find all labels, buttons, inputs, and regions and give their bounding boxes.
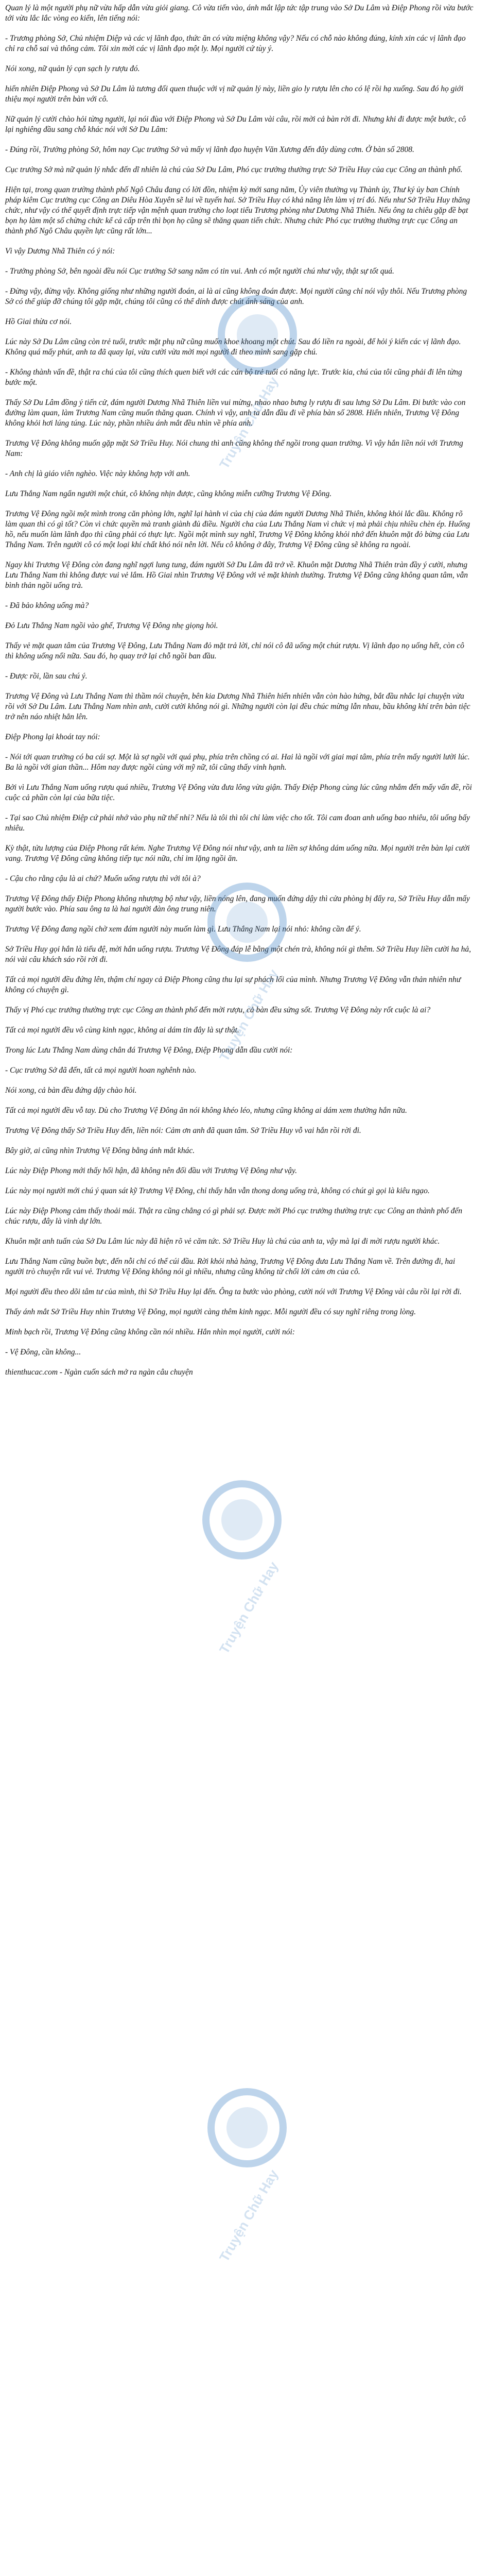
story-paragraph: Trong lúc Lưu Thắng Nam dùng chân đá Trương Vệ Đông, Điệp Phong dẫn đầu cười nói: bbox=[5, 1046, 293, 1055]
watermark-logo bbox=[0, 1453, 489, 1587]
story-paragraph: Hiện tại, trong quan trường thành phố Ngô Châu đang có lời đồn, nhiệm kỳ mới sang năm, Ủy viên thường vụ Thành ủy, Thư ký ủy ban Chính pháp kiêm Cục trưởng cục Công an Diêu Hòa Xuyên sẽ lui về tuyến hai. Sở Triều Huy có khả năng lên làm vị trí đó. Nếu như Sở Triều Huy thăng chức, như vậy có thể quyết định trực tiếp vận mệnh quan trường cho loạt tiểu Trương phòng như Dương Nhã Thiên. Nếu ông ta chiêu gặp đề bạt bọn họ làm một số chừng chức kể cả cấp trên thì bọn họ cũng sẽ thăng quan tiến chức. Nhưng chức Phó cục trưởng thường trực cục Công an thành phố Ngô Châu quyền lực cũng rất lớn... bbox=[5, 185, 470, 235]
watermark-text: Truyện Chữ Hay bbox=[216, 2167, 282, 2264]
story-paragraph: Thấy vị Phó cục trưởng thường trực cục Công an thành phố đến mời rượu, cả bàn đều sửng sốt. Trương Vệ Đông này rốt cuộc là ai? bbox=[5, 1006, 431, 1014]
story-paragraph: Lúc này Sở Du Lâm cũng còn trẻ tuổi, trước mặt phụ nữ cũng muốn khoe khoang một chút. Sau đó liền ra ngoài, để hỏi ý kiến các vị lãnh đạo. Không quá mấy phút, anh ta đã quay lại, vừa cười vừa mời mọi người đi theo mình sang gặp chú. bbox=[5, 337, 461, 357]
story-paragraph: Minh bạch rồi, Trương Vệ Đông cũng không cần nói nhiều. Hắn nhìn mọi người, cười nói: bbox=[5, 1328, 295, 1336]
watermark-text: Truyện Chữ Hay bbox=[216, 967, 282, 1064]
story-paragraph: Đỏ Lưu Thắng Nam ngồi vào ghế, Trương Vệ Đông nhẹ giọng hỏi. bbox=[5, 621, 218, 630]
story-paragraph: Khuôn mặt anh tuấn của Sở Du Lâm lúc này đã hiện rõ vẻ căm tức. Sở Triều Huy là chú của anh ta, vậy mà lại đi mời rượu người khác. bbox=[5, 1237, 440, 1246]
story-paragraph: Bây giờ, ai cũng nhìn Trương Vệ Đông bằng ánh mắt khác. bbox=[5, 1146, 195, 1155]
story-paragraph: Điệp Phong lại khoát tay nói: bbox=[5, 733, 100, 741]
story-paragraph: - Vệ Đông, cần không... bbox=[5, 1348, 81, 1357]
story-paragraph: Trương Vệ Đông và Lưu Thắng Nam thì thầm nói chuyện, bên kia Dương Nhã Thiên hiển nhiên vẫn còn hào hứng, bắt đầu nhắc lại chuyện vừa rồi với Sở Du Lâm. Lưu Thắng Nam nhìn anh, cười cười không nói gì. Những người còn lại đều chúc mừng lẫn nhau, bầu không khí trên bàn tiệc trở nên náo nhiệt hẳn lên. bbox=[5, 692, 470, 721]
story-paragraph: Lưu Thắng Nam ngẩn người một chút, cô không nhịn được, cũng không miễn cưỡng Trương Vệ Đông. bbox=[5, 489, 332, 498]
story-paragraph: Tất cả mọi người đều vô cùng kinh ngạc, không ai dám tin đây là sự thật. bbox=[5, 1026, 239, 1035]
story-paragraph: Lúc này Điệp Phong mới thấy hối hận, đã không nên đối đầu với Trương Vệ Đông như vậy. bbox=[5, 1166, 297, 1175]
watermark-text: Truyện Chữ Hay bbox=[216, 374, 282, 471]
story-paragraph: - Được rồi, lần sau chú ý. bbox=[5, 672, 88, 681]
story-paragraph: hiển nhiên Điệp Phong và Sở Du Lâm là tương đối quen thuộc với vị nữ quản lý này, liền gio ly rượu lên cho có lệ rồi hạ xuống. Sau đó họ giới thiệu mọi người trên bàn với cô. bbox=[5, 84, 464, 104]
site-footer: thienthucac.com - Ngàn cuốn sách mở ra ngàn câu chuyện bbox=[5, 1368, 193, 1377]
story-paragraph: Nói xong, cả bàn đều đứng dậy chào hỏi. bbox=[5, 1086, 137, 1095]
story-paragraph: - Đừng vậy, đừng vậy. Không giống như những người đoán, ai là ai cũng không đoán được. Mọi người cũng chỉ nói vậy thôi. Nếu Trương phòng Sở có thể giúp đỡ chúng tôi gặp mặt, chúng tôi cũng có thể dính được chút ánh sáng của anh. bbox=[5, 287, 467, 306]
story-paragraph: - Nói tới quan trường có ba cái sợ. Một là sợ ngồi với quá phụ, phía trên chồng có ai. Hai là ngồi với giai mại tâm, phía trên mấy người lười lúc. Ba là ngồi với gian thần... Hôm nay được ngồi cùng với mỹ nữ, tôi cũng thấy vinh hạnh. bbox=[5, 753, 470, 772]
story-paragraph: Quan lý là một người phụ nữ vừa hấp dẫn vừa giỏi giang. Cô vừa tiến vào, ánh mắt lập tức tập trung vào Sở Du Lâm và Điệp Phong rồi vừa bước tới vừa lắc lắc vòng eo kiến, lên tiếng nói: bbox=[5, 4, 474, 23]
story-paragraph: - Tại sao Chủ nhiệm Điệp cứ phải nhớ vào phụ nữ thế nhỉ? Nếu là tôi thì tôi chỉ làm việc cho tốt. Tôi cam đoan anh uống bao nhiêu, tôi uống bấy nhiêu. bbox=[5, 814, 470, 833]
story-paragraph: Trương Vệ Đông thấy Điệp Phong không nhượng bộ như vậy, liền nóng lên, đang muốn đứng dậy thì cửa phòng bị đẩy ra, Sở Triều Huy dẫn mấy người bước vào. Phía sau ông ta là hai người đàn ông trung niên. bbox=[5, 894, 470, 913]
story-paragraph: - Không thành vấn đề, thật ra chú của tôi cũng thích quen biết với các cán bộ trẻ tuổi có năng lực. Trước kia, chú của tôi cũng phải đi lên từng bước một. bbox=[5, 368, 462, 387]
story-paragraph: Trương Vệ Đông đang ngồi chờ xem đám người này muốn làm gì. Lưu Thắng Nam lại nói nhỏ: không cần để ý. bbox=[5, 925, 361, 934]
story-paragraph: - Đã bảo không uống mà? bbox=[5, 601, 89, 610]
story-paragraph: Nữ quản lý cười chào hỏi từng người, lại nói đùa với Điệp Phong và Sở Du Lâm vài câu, rồi mời cả bàn rời đi. Nhưng khi đi được một bước, cô lại nghiêng đầu sang chỗ khác nói với Sở Du Lâm: bbox=[5, 115, 466, 134]
story-paragraph: Trương Vệ Đông ngồi một mình trong căn phòng lớn, nghĩ lại hành vi của chị của đám người Dương Nhã Thiên, không khỏi lắc đầu. Không rõ làm quan thì có gì tốt? Còn vì chức quyền mà tranh giành đủ điều. Người cha của Lưu Thắng Nam vì chức vị mà phải chịu nhiều chèn ép. Huống hồ, nếu muốn làm lãnh đạo thì cũng phải có thực lực. Ngồi một mình suy nghĩ, Trương Vệ Đông không khỏi nhớ đến khuôn mặt đỏ bừng của Lưu Thắng Nam. Trên người cô có một loại khí chất khó nói nên lời. Nếu cô không ở đây, Trương Vệ Đông cũng sẽ không ra ngoài. bbox=[5, 510, 470, 549]
story-paragraph: - Trương phòng Sở, Chủ nhiệm Diệp và các vị lãnh đạo, thức ăn có vừa miệng không vậy? Nếu có chỗ nào không đúng, kính xin các vị lãnh đạo chỉ ra chỗ sai và thông cảm. Tôi xin mời các vị lãnh đạo một ly. Mọi người cứ tùy ý. bbox=[5, 34, 466, 53]
story-paragraph: Kỳ thật, tửu lượng của Điệp Phong rất kém. Nghe Trương Vệ Đông nói như vậy, anh ta liền sợ không dám uống nữa. Mọi người trên bàn lại cười vang. Trương Vệ Đông cũng không tiếp tục nói nữa, chỉ im lặng ngồi ăn. bbox=[5, 844, 470, 863]
story-paragraph: Lúc này Điệp Phong cảm thấy thoải mái. Thật ra cũng chẳng có gì phải sợ. Được mời Phó cục trưởng thường trực cục Công an thành phố đến chúc rượu, đây là vinh dự lớn. bbox=[5, 1207, 462, 1226]
story-paragraph: Trương Vệ Đông không muốn gặp mặt Sở Triều Huy. Nói chung thì anh cũng không thể ngồi trong quan trường. Vì vậy hắn liền nói với Trương Nam: bbox=[5, 439, 463, 458]
story-paragraph: Lúc này mọi người mới chú ý quan sát kỹ Trương Vệ Đông, chỉ thấy hắn vẫn thong dong uống trà, không có chút gì gọi là kiêu ngạo. bbox=[5, 1187, 430, 1195]
story-paragraph: - Đúng rồi, Trưởng phòng Sở, hôm nay Cục trưởng Sở và mấy vị lãnh đạo huyện Văn Xương đến đây dùng cơm. Ở bàn số 2808. bbox=[5, 145, 414, 154]
story-paragraph: Ngay khi Trương Vệ Đông còn đang nghĩ ngợi lung tung, đám người Sở Du Lâm đã trở về. Khuôn mặt Dương Nhã Thiên tràn đầy ý cười, nhưng Lưu Thắng Nam thì không được vui vẻ lắm. Hồ Giai nhìn Trương Vệ Đông với vẻ mặt khinh thường. Trương Vệ Đông cũng không quan tâm, vẫn bình thản ngồi uống trà. bbox=[5, 561, 468, 590]
story-paragraph: Nói xong, nữ quản lý cạn sạch ly rượu đó. bbox=[5, 64, 140, 73]
story-paragraph: Mọi người đều theo dõi tâm tư của mình, thì Sở Triều Huy lại đến. Ông ta bước vào phòng, cười nói với Trương Vệ Đông vài câu rồi lại rời đi. bbox=[5, 1287, 462, 1296]
story-paragraph: Thấy vẻ mặt quan tâm của Trương Vệ Đông, Lưu Thắng Nam đỏ mặt trả lời, chỉ nói cô đã uống một chút rượu. Vị lãnh đạo nọ uống hết, còn cô thì không uống nổi nữa. Sau đó, họ quay trở lại chỗ ngồi ban đầu. bbox=[5, 641, 464, 660]
watermark-text: Truyện Chữ Hay bbox=[216, 1559, 282, 1656]
story-paragraph: Trương Vệ Đông thấy Sở Triều Huy đến, liền nói: Cảm ơn anh đã quan tâm. Sở Triều Huy vỗ vai hắn rồi rời đi. bbox=[5, 1126, 361, 1135]
story-paragraph: - Cục trưởng Sở đã đến, tất cả mọi người hoan nghênh nào. bbox=[5, 1066, 197, 1075]
story-paragraph: - Cậu cho rằng cậu là ai chứ? Muốn uống rượu thì với tôi à? bbox=[5, 874, 201, 883]
story-paragraph: - Anh chị là giáo viên nghèo. Việc này không hợp với anh. bbox=[5, 469, 190, 478]
story-paragraph: Tất cả mọi người đều đứng lên, thậm chí ngay cả Điệp Phong cũng thu lại sự phách lối của mình. Nhưng Trương Vệ Đông vẫn thản nhiên như không có chuyện gì. bbox=[5, 975, 461, 994]
story-paragraph: Thấy ánh mắt Sở Triều Huy nhìn Trương Vệ Đông, mọi người càng thêm kinh ngạc. Mỗi người đều có suy nghĩ riêng trong lòng. bbox=[5, 1308, 416, 1316]
story-paragraph: Lưu Thắng Nam cũng buồn bực, đến nỗi chỉ có thể cúi đầu. Rời khỏi nhà hàng, Trương Vệ Đông đưa Lưu Thắng Nam về. Trên đường đi, hai người trò chuyện rất vui vẻ. Trương Vệ Đông không nói gì nhiều, nhưng cũng không từ chối lời cảm ơn của cô. bbox=[5, 1257, 456, 1276]
story-paragraph: Sở Triều Huy gọi hắn là tiểu đệ, mời hắn uống rượu. Trương Vệ Đông đáp lễ bằng một chén trà, không nói gì thêm. Sở Triều Huy liền cười ha hả, nói vài câu khách sáo rồi rời đi. bbox=[5, 945, 471, 964]
story-paragraph: Hồ Giai thừa cơ nói. bbox=[5, 317, 72, 326]
story-paragraph: Tất cả mọi người đều vỗ tay. Dù cho Trương Vệ Đông ăn nói không khéo léo, nhưng cũng không ai dám xem thường hắn nữa. bbox=[5, 1106, 407, 1115]
story-paragraph: - Trưởng phòng Sở, bên ngoài đều nói Cục trưởng Sở sang năm có tin vui. Anh có một người chú như vậy, thật sự tốt quá. bbox=[5, 267, 394, 276]
story-paragraph: Vì vậy Dương Nhã Thiên có ý nói: bbox=[5, 247, 115, 256]
story-paragraph: Bởi vì Lưu Thắng Nam uống rượu quá nhiều, Trương Vệ Đông vừa đưa lông vừa giận. Thấy Điệp Phong cùng lúc cũng nhắm đến mấy vấn đề, rồi cuộc cả phần còn lại của bữa tiệc. bbox=[5, 783, 472, 802]
watermark-logo bbox=[0, 2061, 489, 2195]
story-paragraph: Cục trưởng Sở mà nữ quản lý nhắc đến dĩ nhiên là chú của Sở Du Lâm, Phó cục trưởng thường trực Sở Triều Huy của cục Công an thành phố. bbox=[5, 165, 463, 174]
story-paragraph: Thấy Sở Du Lâm đồng ý tiến cử, đám người Dương Nhã Thiên liền vui mừng, nhao nhao bưng ly rượu đi sau lưng Sở Du Lâm. Đi bước vào con đường làm quan, làm Trương Nam cũng muốn thăng quan. Chính vì vậy, anh ta dẫn đầu đi về phía bàn số 2808. Hiển nhiên, Trương Vệ Đông không khỏi hơi lúng túng. Lúc này, phần nhiều ánh mắt đều nhìn về phía anh. bbox=[5, 398, 466, 428]
